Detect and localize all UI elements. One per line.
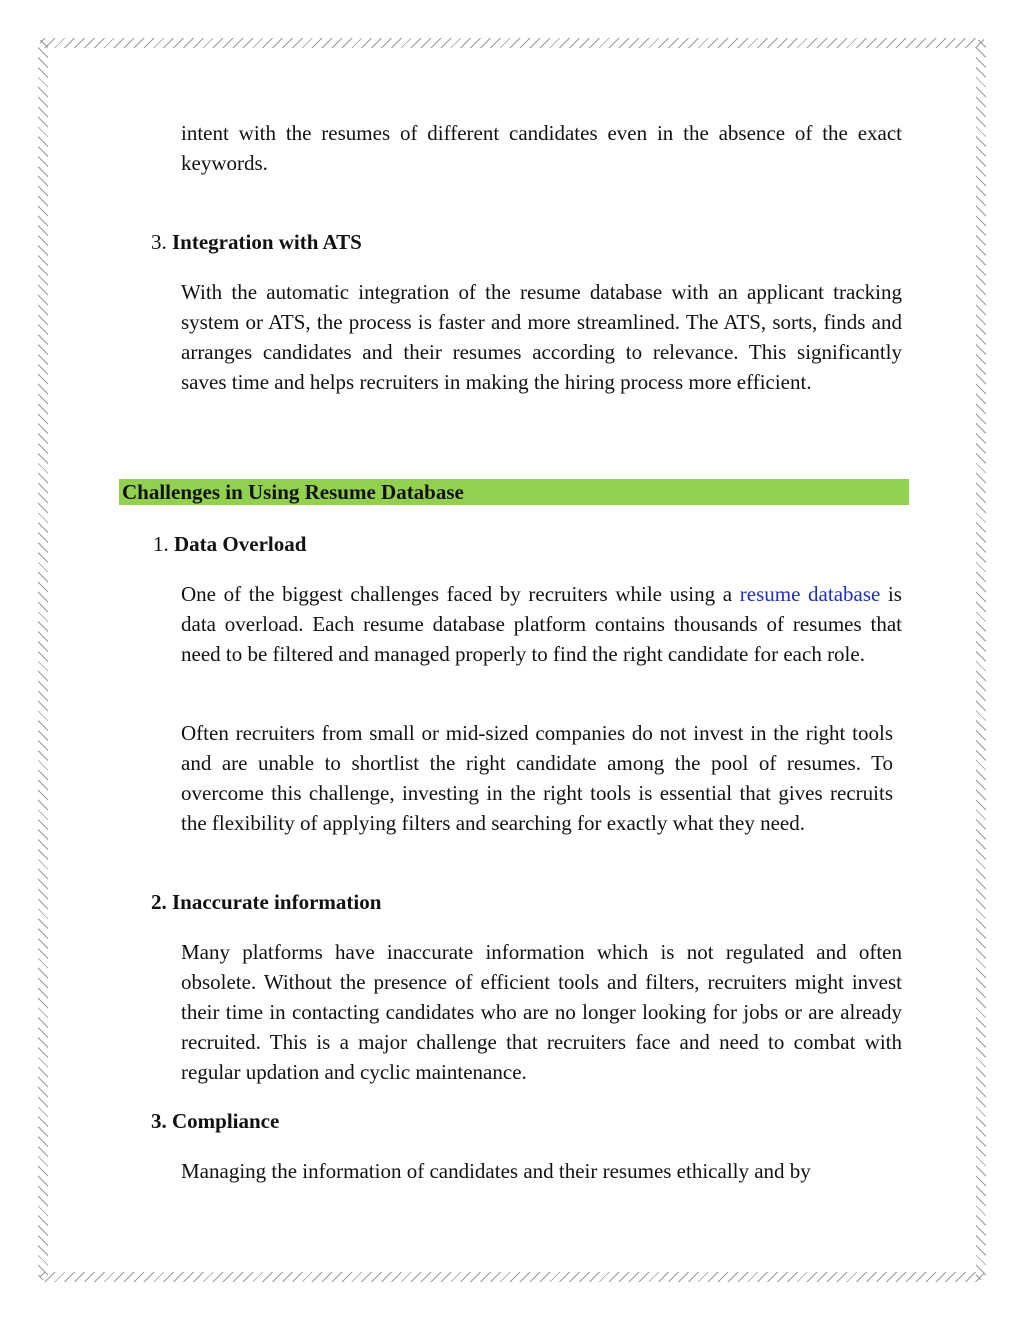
heading-integration-number: 3. <box>151 230 167 254</box>
data-overload-text-2: is data overload. Each resume database platform contains thousands of resumes that need to be filtered and managed properly to find the right candidate for each role. <box>181 582 902 666</box>
inaccurate-paragraph: Many platforms have inaccurate information which is not regulated and often obsolete. Without the presence of efficient tools and filters, recruiters might invest their time in contacting candidates who are no longer looking for jobs or are already recruited. This is a major challenge that recruiters face and need to combat with regular updation and cyclic maintenance. <box>181 940 902 1084</box>
integration-paragraph: With the automatic integration of the resume database with an applicant tracking system or ATS, the process is faster and more streamlined. The ATS, sorts, finds and arranges candidates and their resumes according to relevance. This significantly saves time and helps recruiters in making the hiring process more efficient. <box>181 280 902 394</box>
page-border-bottom <box>40 1272 984 1282</box>
heading-inaccurate-title: 2. Inaccurate information <box>151 890 382 914</box>
heading-data-overload-title: Data Overload <box>174 532 307 556</box>
resume-database-link[interactable]: resume database <box>739 582 881 606</box>
heading-data-overload <box>153 529 306 559</box>
data-overload-paragraph-2: Often recruiters from small or mid-sized companies do not invest in the right tools and are unable to shortlist the right candidate among the pool of resumes. To overcome this challenge, investing in the right tools is essential that gives recruits the flexibility of applying filters and searching for exactly what they need. <box>181 721 893 835</box>
page-border-right <box>976 40 986 1280</box>
compliance-paragraph: Managing the information of candidates and their resumes ethically and by <box>181 1159 811 1183</box>
data-overload-paragraph <box>181 579 902 669</box>
heading-inaccurate-information <box>151 887 381 917</box>
page-border-left <box>38 40 48 1280</box>
heading-integration-title: Integration with ATS <box>172 230 362 254</box>
heading-data-overload-number: 1. <box>153 532 169 556</box>
heading-integration <box>151 227 362 257</box>
data-overload-text-1: One of the biggest challenges faced by recruiters while using a <box>181 582 740 606</box>
section-title-challenges: Challenges in Using Resume Database <box>119 479 909 505</box>
heading-compliance-title: 3. Compliance <box>151 1109 280 1133</box>
heading-compliance <box>151 1106 279 1136</box>
intro-paragraph: intent with the resumes of different candidates even in the absence of the exact keywords. <box>181 121 902 175</box>
page-border-top <box>40 38 984 48</box>
